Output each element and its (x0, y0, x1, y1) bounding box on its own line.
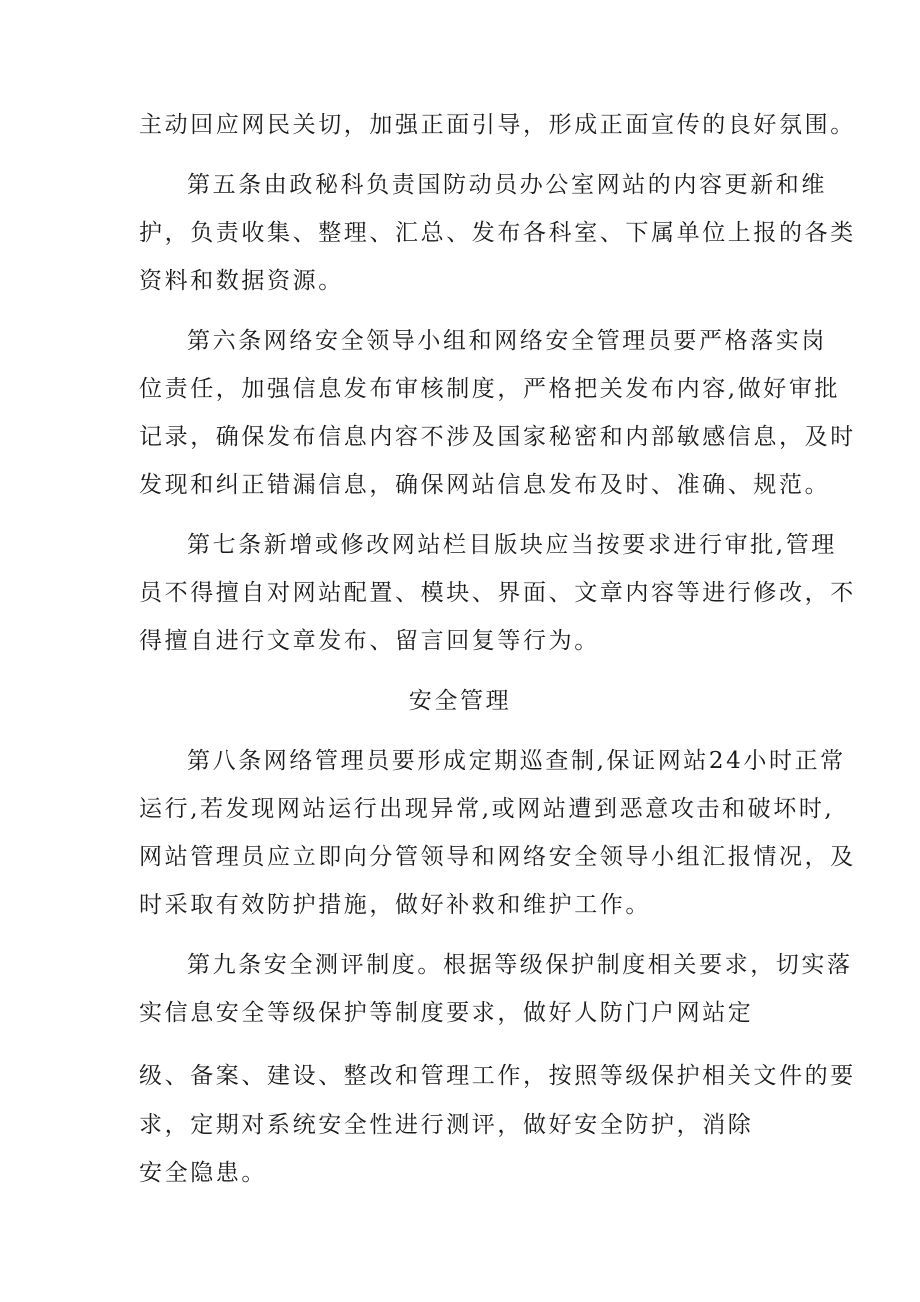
article-5-line-1: 第五条由政秘科负责国防动员办公室网站的内容更新和维 (187, 172, 827, 198)
paragraph-4-line-end: 主动回应网民关切，加强正面引导，形成正面宣传的良好氛围。 (139, 112, 856, 138)
article-6-line-4: 发现和纠正错漏信息，确保网站信息发布及时、准确、规范。 (139, 472, 831, 498)
article-9-line-2: 实信息安全等级保护等制度要求，做好人防门户网站定 (139, 1000, 754, 1026)
article-8-line-1: 第八条网络管理员要形成定期巡查制,保证网站24小时正常 (187, 748, 846, 774)
article-9-line-1: 第九条安全测评制度。根据等级保护制度相关要求，切实落 (187, 952, 853, 978)
article-6-line-2: 位责任，加强信息发布审核制度，严格把关发布内容,做好审批 (139, 376, 841, 402)
article-9-line-3: 级、备案、建设、整改和管理工作，按照等级保护相关文件的要 (139, 1063, 856, 1089)
article-9-line-5: 安全隐患。 (139, 1160, 267, 1186)
article-7-line-3: 得擅自进行文章发布、留言回复等行为。 (139, 628, 600, 654)
article-6-line-1: 第六条网络安全领导小组和网络安全管理员要严格落实岗 (187, 328, 827, 354)
article-6-line-3: 记录，确保发布信息内容不涉及国家秘密和内部敏感信息，及时 (139, 424, 856, 450)
article-5-line-3: 资料和数据资源。 (139, 268, 344, 294)
article-8-line-3: 网站管理员应立即向分管领导和网络安全领导小组汇报情况，及 (139, 844, 856, 870)
section-heading-security: 安全管理 (408, 688, 512, 714)
article-8-line-2: 运行,若发现网站运行出现异常,或网站遭到恶意攻击和破坏时, (139, 796, 835, 822)
article-8-line-4: 时采取有效防护措施，做好补救和维护工作。 (139, 892, 651, 918)
article-5-line-2: 护，负责收集、整理、汇总、发布各科室、下属单位上报的各类 (139, 220, 856, 246)
article-7-line-1: 第七条新增或修改网站栏目版块应当按要求进行审批,管理 (187, 532, 837, 558)
article-7-line-2: 员不得擅自对网站配置、模块、界面、文章内容等进行修改，不 (139, 580, 856, 606)
article-9-line-4: 求，定期对系统安全性进行测评，做好安全防护，消除 (139, 1112, 754, 1138)
